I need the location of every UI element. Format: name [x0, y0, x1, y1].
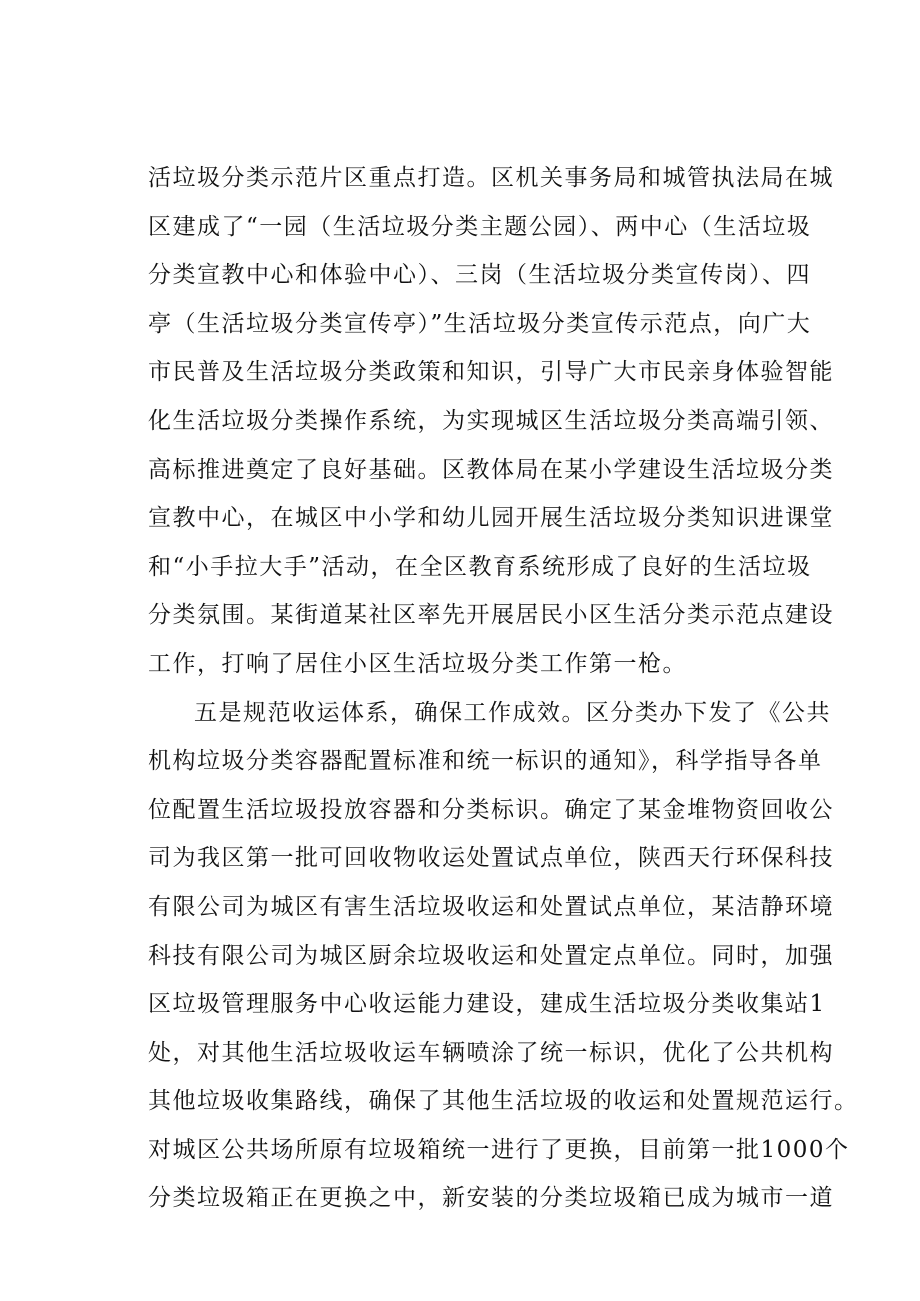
text-line: 亭（生活垃圾分类宣传亭）”生活垃圾分类宣传示范点，向广大 — [148, 310, 812, 337]
text-line: 对城区公共场所原有垃圾箱统一进行了更换，目前第一批1000个 — [148, 1136, 850, 1163]
text-line: 分类垃圾箱正在更换之中，新安装的分类垃圾箱已成为城市一道 — [148, 1185, 834, 1212]
text-line: 化生活垃圾分类操作系统，为实现城区生活垃圾分类高端引领、 — [148, 407, 834, 434]
text-line: 区垃圾管理服务中心收运能力建设，建成生活垃圾分类收集站1 — [148, 991, 826, 1018]
text-line: 有限公司为城区有害生活垃圾收运和处置试点单位，某洁静环境 — [148, 893, 834, 920]
text-line: 市民普及生活垃圾分类政策和知识，引导广大市民亲身体验智能 — [148, 359, 834, 386]
body-text — [148, 154, 859, 1223]
text-line: 其他垃圾收集路线，确保了其他生活垃圾的收运和处置规范运行。 — [148, 1088, 859, 1115]
text-line: 司为我区第一批可回收物收运处置试点单位，陕西天行环保科技 — [148, 845, 834, 872]
text-line: 分类宣教中心和体验中心）、三岗（生活垃圾分类宣传岗）、四 — [148, 262, 811, 289]
text-line: 处，对其他生活垃圾收运车辆喷涂了统一标识，优化了公共机构 — [148, 1039, 834, 1066]
paragraph-start-line: 五是规范收运体系，确保工作成效。区分类办下发了《公共 — [194, 699, 831, 726]
text-line: 和“小手拉大手”活动，在全区教育系统形成了良好的生活垃圾 — [148, 553, 812, 580]
text-line: 机构垃圾分类容器配置标准和统一标识的通知》，科学指导各单 — [148, 748, 823, 775]
text-line: 分类氛围。某街道某社区率先开展居民小区生活分类示范点建设 — [148, 602, 834, 629]
text-line: 高标推进奠定了良好基础。区教体局在某小学建设生活垃圾分类 — [148, 456, 834, 483]
text-line: 工作，打响了居住小区生活垃圾分类工作第一枪。 — [148, 650, 687, 677]
text-line: 位配置生活垃圾投放容器和分类标识。确定了某金堆物资回收公 — [148, 796, 834, 823]
text-line: 区建成了“一园（生活垃圾分类主题公园）、两中心（生活垃圾 — [148, 213, 812, 240]
text-line: 科技有限公司为城区厨余垃圾收运和处置定点单位。同时，加强 — [148, 942, 834, 969]
text-line: 宣教中心，在城区中小学和幼儿园开展生活垃圾分类知识进课堂 — [148, 505, 834, 532]
text-line: 活垃圾分类示范片区重点打造。区机关事务局和城管执法局在城 — [148, 165, 834, 191]
